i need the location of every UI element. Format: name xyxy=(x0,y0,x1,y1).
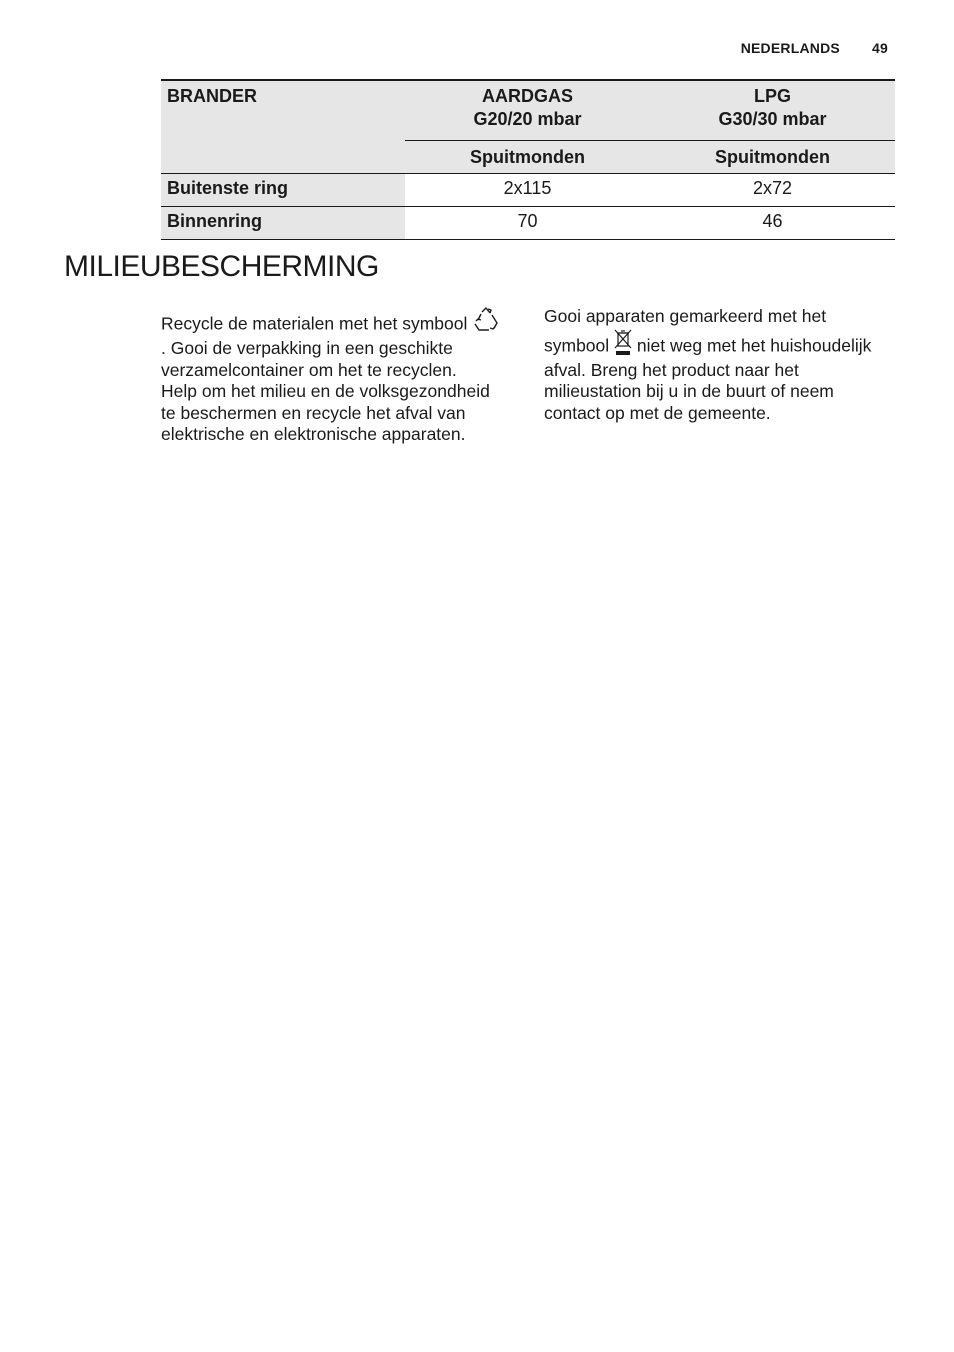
gas2-sub: Spuitmonden xyxy=(650,141,895,174)
text-line: symbool niet weg met het huishoudelijk xyxy=(544,328,896,360)
text-line: elektrische en elektronische apparaten. xyxy=(161,424,466,444)
row-gas2-value: 46 xyxy=(650,207,895,240)
text-line: Help om het milieu en de volksgezondheid xyxy=(161,381,490,401)
gas1-name: AARDGAS xyxy=(481,86,573,106)
text-line: verzamelcontainer om het te recyclen. xyxy=(161,359,457,380)
section-title: MILIEUBESCHERMING xyxy=(64,250,379,283)
header-brander: BRANDER xyxy=(161,80,405,174)
text-line: te beschermen en recycle het afval van xyxy=(161,402,466,423)
gas1-sub: Spuitmonden xyxy=(405,141,650,174)
recycle-icon xyxy=(472,306,500,344)
row-gas1-value: 70 xyxy=(405,207,650,240)
text-line: Gooi apparaten gemarkeerd met het xyxy=(544,306,827,326)
header-gas2 xyxy=(650,80,895,141)
text-line: contact op met de gemeente. xyxy=(544,402,771,423)
page-number: 49 xyxy=(872,40,888,56)
weee-paragraph xyxy=(544,306,896,424)
gas1-spec: G20/20 mbar xyxy=(473,109,582,129)
burner-table xyxy=(161,79,895,240)
row-gas2-value: 2x72 xyxy=(650,174,895,207)
table-row xyxy=(161,174,895,207)
text-line: . Gooi de verpakking in een geschikte xyxy=(161,338,453,358)
table-header-row xyxy=(161,80,895,141)
table-row xyxy=(161,207,895,240)
text-line: Recycle de materialen met het symbool xyxy=(161,306,513,338)
row-label: Buitenste ring xyxy=(161,174,405,207)
text-line: milieustation bij u in de buurt of neem xyxy=(544,381,834,401)
page-header xyxy=(741,40,888,56)
gas2-spec: G30/30 mbar xyxy=(718,109,827,129)
row-label: Binnenring xyxy=(161,207,405,240)
recycle-paragraph xyxy=(161,306,513,446)
gas2-name: LPG xyxy=(753,86,791,106)
row-gas1-value: 2x115 xyxy=(405,174,650,207)
header-gas1 xyxy=(405,80,650,141)
text-line: afval. Breng het product naar het xyxy=(544,359,799,380)
header-language: NEDERLANDS xyxy=(740,40,840,56)
